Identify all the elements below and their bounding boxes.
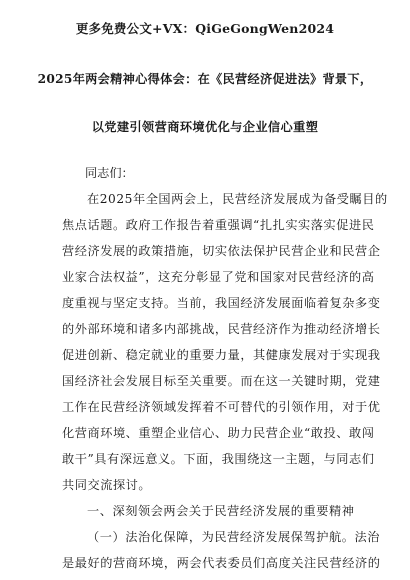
paragraph-line: 国经济社会发展目标至关重要。而在这一关键时期，党建 [62,374,381,388]
paragraph-line: 度重视与坚定支持。当前，我国经济发展面临着复杂多变 [62,296,381,310]
paragraph-line: 共同交流探讨。 [62,478,152,492]
paragraph-line: 业家合法权益”，这充分彰显了党和国家对民营经济的高 [62,270,375,284]
paragraph-line: 工作在民营经济领域发挥着不可替代的引领作用，对于优 [62,400,381,414]
paragraph-1 [62,186,388,420]
paragraph-line: 促进创新、稳定就业的重要力量，其健康发展对于实现我 [62,348,381,362]
paragraph-line: 焦点话题。政府工作报告着重强调“扎扎实实落实促进民 [62,218,375,232]
document-title-line-1: 2025年两会精神心得体会：在《民营经济促进法》背景下， [37,72,373,86]
paragraph-line: 是最好的营商环境，两会代表委员们高度关注民营经济的 [62,556,381,570]
paragraph-line: 化营商环境、重塑企业信心、助力民营企业“敢投、敢闯 [62,426,375,440]
paragraph-line: 营经济发展的政策措施，切实依法保护民营企业和民营企 [62,244,381,258]
paragraph-line: 的外部环境和诸多内部挑战，民营经济作为推动经济增长 [62,322,381,336]
paragraph-line: （一）法治化保障，为民营经济发展保驾护航。法治 [87,530,380,544]
paragraph-line: 敢干”具有深远意义。下面，我围绕这一主题，与同志们 [62,452,375,466]
paragraph-1-tail [62,420,381,576]
promo-header: 更多免费公文+VX：QiGeGongWen2024 [75,21,335,36]
document-title-line-2: 以党建引领营商环境优化与企业信心重塑 [91,120,319,134]
paragraph-line: 在2025年全国两会上，民营经济发展成为备受瞩目的 [87,192,388,206]
salutation: 同志们： [85,166,134,180]
section-heading: 一、深刻领会两会关于民营经济发展的重要精神 [87,504,355,518]
